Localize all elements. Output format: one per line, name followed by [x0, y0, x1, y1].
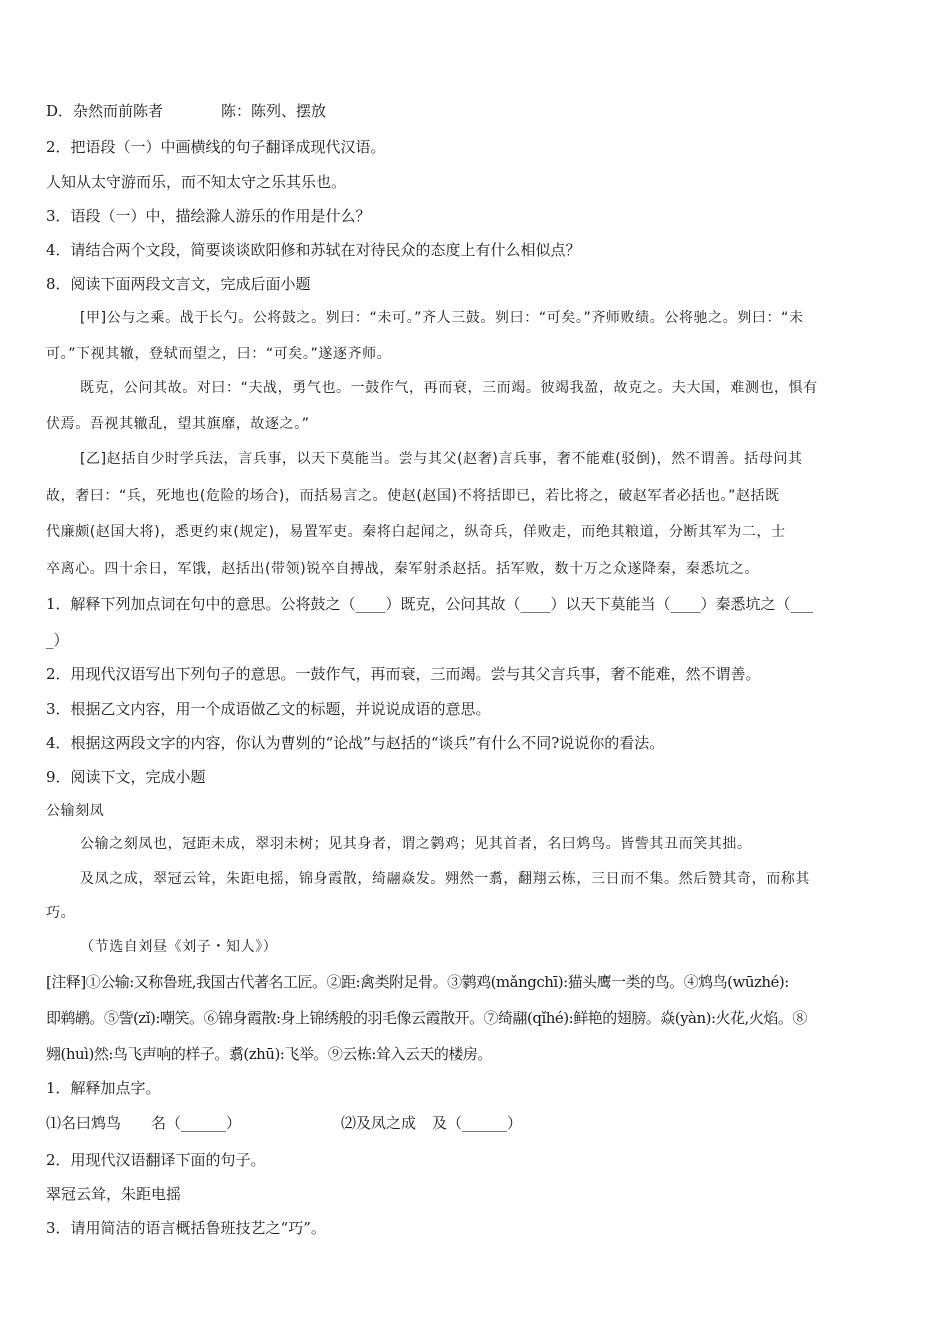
- option-d-text: D．杂然而前陈者: [46, 102, 164, 120]
- q9-3-prompt: 3．请用简洁的语言概括鲁班技艺之“巧”。: [46, 1219, 326, 1237]
- passage-jia-line-2: 可。”下视其辙，登轼而望之，曰：“可矣。”遂逐齐师。: [46, 346, 392, 362]
- passage-jia-line-4: 伏焉。吾视其辙乱，望其旗靡，故逐之。”: [46, 416, 310, 432]
- q4-prompt: 4．请结合两个文段，简要谈谈欧阳修和苏轼在对待民众的态度上有什么相似点？: [46, 241, 581, 259]
- q8-2-prompt: 2．用现代汉语写出下列句子的意思。一鼓作气，再而衰，三而竭。尝与其父言兵事，奢不能难，然不谓善。: [46, 665, 761, 683]
- q9-1-items: [46, 1113, 906, 1133]
- passage-line-2: 及凤之成，翠冠云耸，朱距电摇，锦身霞散，绮翮焱发。翙然一翥，翻翔云栋，三日而不集。然后赞其奇，而称其: [80, 871, 810, 887]
- q9-1-blank-1: 名（______）: [151, 1114, 242, 1132]
- q8-4-prompt: 4．根据这两段文字的内容，你认为曹刿的“论战”与赵括的“谈兵”有什么不同?说说你的看法。: [46, 734, 665, 752]
- notes-line-2: 即鹈鹕。⑤訾(zǐ):嘲笑。⑥锦身霞散:身上锦绣般的羽毛像云霞散开。⑦绮翮(qǐhé):鲜艳的翅膀。焱(yàn):火花,火焰。⑧: [46, 1009, 807, 1027]
- q9-2-sentence: 翠冠云耸，朱距电摇: [46, 1185, 182, 1203]
- passage-line-1: 公输之刻凤也，冠距未成，翠羽未树；见其身者，谓之鹲鸡；见其首者，名曰鸩鸟。皆訾其丑而笑其拙。: [80, 836, 752, 852]
- option-d-gloss: 陈：陈列、摆放: [221, 102, 327, 120]
- q8-3-prompt: 3．根据乙文内容，用一个成语做乙文的标题，并说说成语的意思。: [46, 700, 491, 718]
- q3-prompt: 3．语段（一）中，描绘滁人游乐的作用是什么？: [46, 207, 371, 225]
- section-9-heading: 9．阅读下文，完成小题: [46, 768, 206, 786]
- notes-line-3: 翙(huì)然:鸟飞声响的样子。翥(zhū):飞举。⑨云栋:耸入云天的楼房。: [46, 1045, 492, 1063]
- passage-source: （节选自刘昼《刘子・知人》）: [80, 939, 278, 955]
- q9-1-item-1: ⑴名曰鸩鸟: [46, 1114, 122, 1132]
- passage-yi-line-1: [乙]赵括自少时学兵法，言兵事，以天下莫能当。尝与其父(赵奢)言兵事，奢不能难(驳倒)，然不谓善。括母问其: [80, 451, 803, 467]
- q9-1-prompt: 1．解释加点字。: [46, 1079, 161, 1097]
- q9-2-prompt: 2．用现代汉语翻译下面的句子。: [46, 1151, 266, 1169]
- passage-yi-line-4: 卒离心。四十余日，军饿，赵括出(带领)锐卒自搏战，秦军射杀赵括。括军败，数十万之众遂降秦，秦悉坑之。: [46, 561, 759, 577]
- passage-jia-line-1: [甲]公与之乘。战于长勺。公将鼓之。刿曰：“未可。”齐人三鼓。刿曰：“可矣。”齐师败绩。公将驰之。刿曰：“未: [80, 310, 804, 326]
- passage-line-3: 巧。: [46, 905, 76, 921]
- q9-1-item-2: ⑵及凤之成: [341, 1114, 417, 1132]
- passage-yi-line-2: 故，奢曰：“兵，死地也(危险的场合)，而括易言之。使赵(赵国)不将括即已，若比将之，破赵军者必括也。”赵括既: [46, 488, 780, 504]
- q8-1-prompt-cont: _）: [46, 631, 69, 649]
- q8-1-prompt: 1．解释下列加点词在句中的意思。公将鼓之（____）既克，公问其故（____）以天下莫能当（____）秦悉坑之（___: [46, 595, 814, 613]
- passage-yi-line-3: 代廉颇(赵国大将)，悉更约束(规定)，易置军吏。秦将白起闻之，纵奇兵，佯败走，而绝其粮道，分断其军为二，士: [46, 524, 786, 540]
- passage-jia-line-3: 既克，公问其故。对曰：“夫战，勇气也。一鼓作气，再而衰，三而竭。彼竭我盈，故克之。夫大国，难测也，惧有: [80, 380, 818, 396]
- passage-title: 公输刻凤: [46, 803, 105, 819]
- q2-translate-prompt: 2．把语段（一）中画横线的句子翻译成现代汉语。: [46, 138, 386, 156]
- notes-line-1: [注释]①公输:又称鲁班,我国古代著名工匠。②距:禽类附足骨。③鹲鸡(mǎngchī):猫头鹰一类的鸟。④鸩鸟(wūzhé):: [46, 973, 789, 991]
- option-d-line: [46, 101, 906, 121]
- q9-1-blank-2: 及（______）: [432, 1114, 523, 1132]
- section-8-heading: 8．阅读下面两段文言文，完成后面小题: [46, 275, 311, 293]
- q2-sentence: 人知从太守游而乐，而不知太守之乐其乐也。: [46, 173, 347, 191]
